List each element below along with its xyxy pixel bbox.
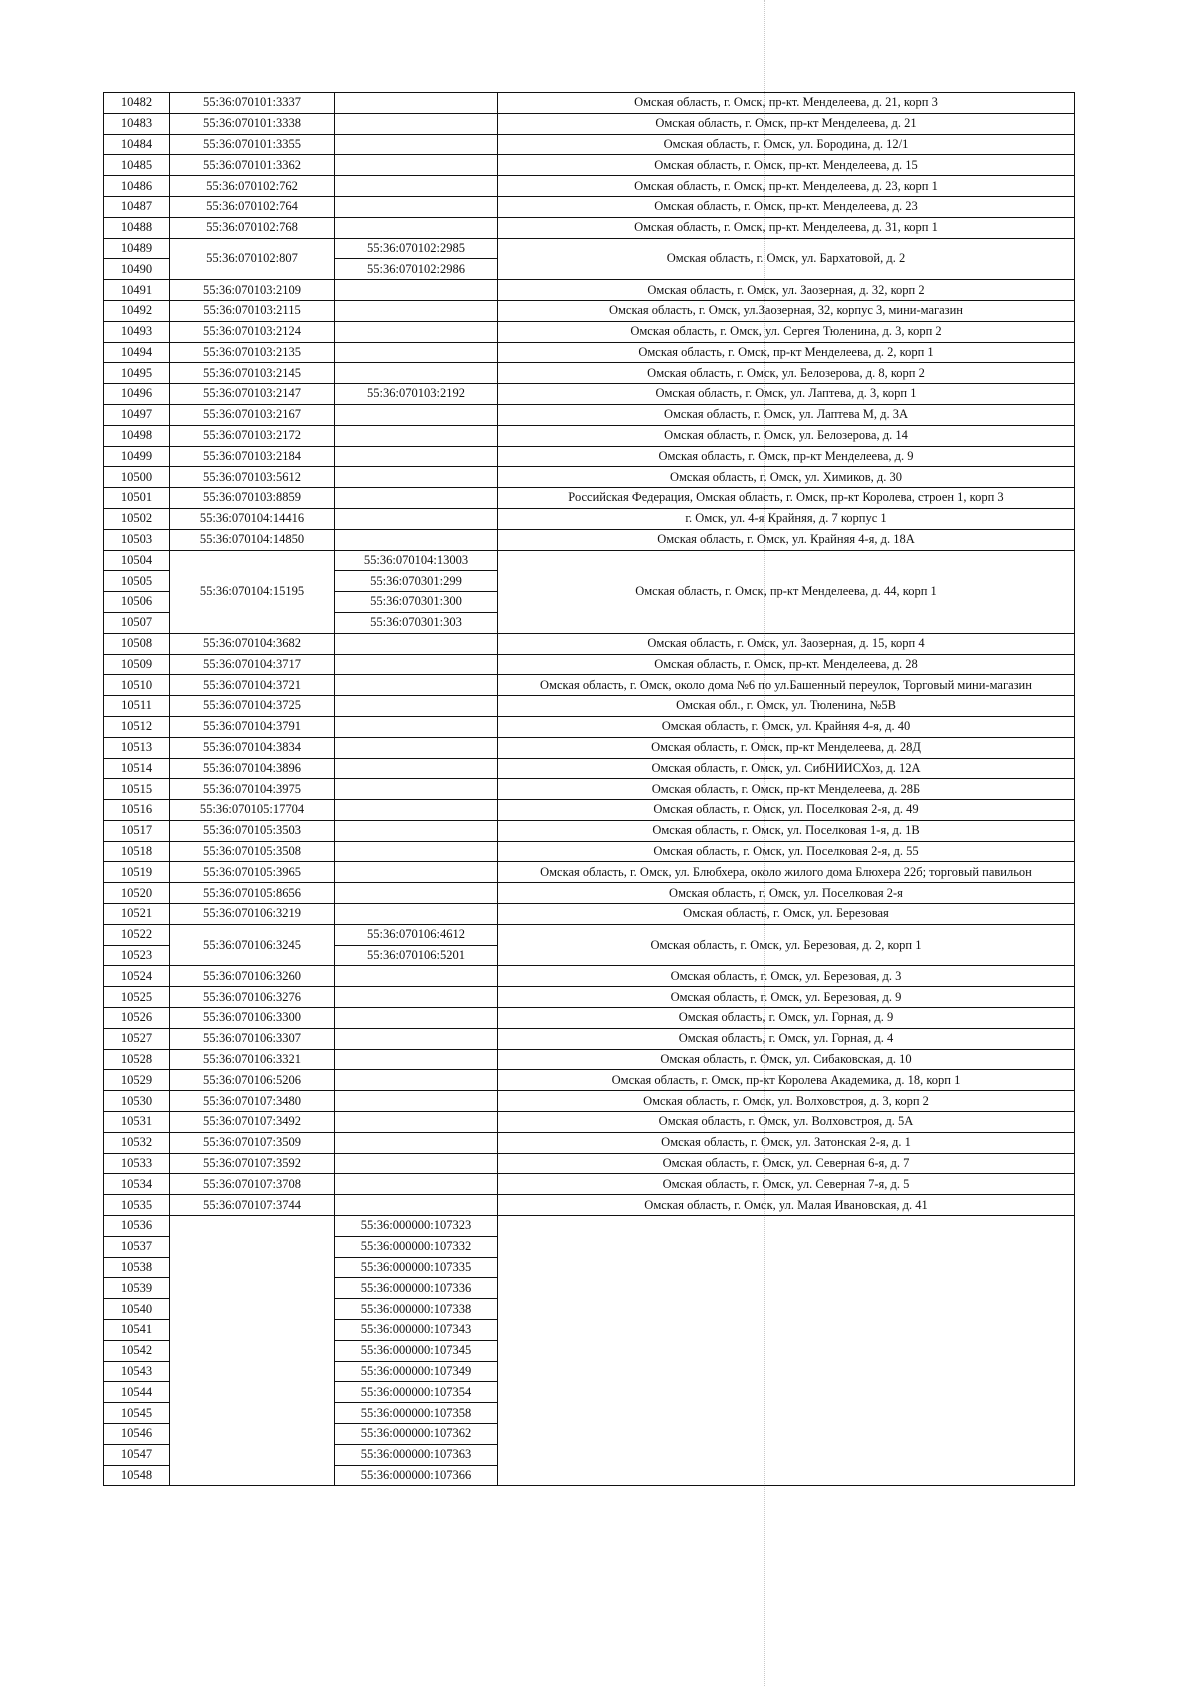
address-cell: Омская область, г. Омск, ул. Березовая, д. 3 [498, 966, 1075, 987]
cadastral-number-cell: 55:36:070106:3321 [170, 1049, 335, 1070]
cadastral-number-cell: 55:36:070107:3480 [170, 1091, 335, 1112]
row-number-cell: 10496 [104, 384, 170, 405]
linked-cadastral-number-cell [335, 113, 498, 134]
address-cell: Омская область, г. Омск, ул. Северная 7-я, д. 5 [498, 1174, 1075, 1195]
cadastral-number-cell: 55:36:070102:762 [170, 176, 335, 197]
address-cell: Омская область, г. Омск, ул. Малая Ивановская, д. 41 [498, 1195, 1075, 1216]
cadastral-number-cell: 55:36:070101:3337 [170, 93, 335, 114]
table-row [104, 550, 1075, 571]
row-number-cell: 10506 [104, 592, 170, 613]
row-number-cell: 10514 [104, 758, 170, 779]
table-row [104, 1174, 1075, 1195]
row-number-cell: 10505 [104, 571, 170, 592]
cadastral-number-cell: 55:36:070104:14416 [170, 508, 335, 529]
cadastral-number-cell: 55:36:070106:3300 [170, 1008, 335, 1029]
address-cell: Омская область, г. Омск, ул.Заозерная, 32, корпус 3, мини-магазин [498, 300, 1075, 321]
address-cell: Омская область, г. Омск, ул. Волховстроя, д. 3, корп 2 [498, 1091, 1075, 1112]
cadastral-register-table [103, 92, 1075, 1486]
row-number-cell: 10528 [104, 1049, 170, 1070]
cadastral-number-cell: 55:36:070103:2135 [170, 342, 335, 363]
table-row [104, 363, 1075, 384]
table-row [104, 716, 1075, 737]
table-row [104, 800, 1075, 821]
row-number-cell: 10500 [104, 467, 170, 488]
linked-cadastral-number-cell [335, 321, 498, 342]
row-number-cell: 10539 [104, 1278, 170, 1299]
row-number-cell: 10540 [104, 1299, 170, 1320]
linked-cadastral-number-cell: 55:36:070106:5201 [335, 945, 498, 966]
address-cell: Омская область, г. Омск, ул. СибНИИСХоз, д. 12А [498, 758, 1075, 779]
linked-cadastral-number-cell [335, 363, 498, 384]
table-row [104, 1070, 1075, 1091]
address-cell: Омская область, г. Омск, ул. Горная, д. 4 [498, 1028, 1075, 1049]
row-number-cell: 10545 [104, 1403, 170, 1424]
address-cell: Омская область, г. Омск, пр-кт Королева Академика, д. 18, корп 1 [498, 1070, 1075, 1091]
row-number-cell: 10525 [104, 987, 170, 1008]
table-row [104, 1216, 1075, 1237]
linked-cadastral-number-cell: 55:36:000000:107323 [335, 1216, 498, 1237]
cadastral-number-cell: 55:36:070103:5612 [170, 467, 335, 488]
address-cell: Омская область, г. Омск, ул. Белозерова, д. 8, корп 2 [498, 363, 1075, 384]
table-row [104, 987, 1075, 1008]
row-number-cell: 10513 [104, 737, 170, 758]
cadastral-number-cell: 55:36:070104:3834 [170, 737, 335, 758]
register-table-body [104, 93, 1075, 1486]
linked-cadastral-number-cell [335, 820, 498, 841]
cadastral-number-cell: 55:36:070106:3307 [170, 1028, 335, 1049]
linked-cadastral-number-cell: 55:36:000000:107349 [335, 1361, 498, 1382]
table-row [104, 446, 1075, 467]
table-row [104, 196, 1075, 217]
row-number-cell: 10534 [104, 1174, 170, 1195]
table-row [104, 1112, 1075, 1133]
row-number-cell: 10503 [104, 529, 170, 550]
table-row [104, 176, 1075, 197]
address-cell: Омская область, г. Омск, ул. Волховстроя, д. 5А [498, 1112, 1075, 1133]
row-number-cell: 10504 [104, 550, 170, 571]
cadastral-number-cell: 55:36:070105:17704 [170, 800, 335, 821]
row-number-cell: 10542 [104, 1340, 170, 1361]
cadastral-number-cell: 55:36:070101:3355 [170, 134, 335, 155]
address-cell: Омская область, г. Омск, ул. Сергея Тюленина, д. 3, корп 2 [498, 321, 1075, 342]
address-cell: Омская область, г. Омск, пр-кт Менделеева, д. 28Б [498, 779, 1075, 800]
linked-cadastral-number-cell [335, 966, 498, 987]
address-cell: Омская область, г. Омск, ул. Крайняя 4-я, д. 40 [498, 716, 1075, 737]
address-cell: Омская область, г. Омск, ул. Поселковая 2-я, д. 49 [498, 800, 1075, 821]
cadastral-number-cell: 55:36:070107:3509 [170, 1132, 335, 1153]
cadastral-number-cell: 55:36:070103:2147 [170, 384, 335, 405]
row-number-cell: 10531 [104, 1112, 170, 1133]
linked-cadastral-number-cell: 55:36:000000:107345 [335, 1340, 498, 1361]
row-number-cell: 10543 [104, 1361, 170, 1382]
table-row [104, 280, 1075, 301]
cadastral-number-cell: 55:36:070105:8656 [170, 883, 335, 904]
address-cell: Омская область, г. Омск, пр-кт. Менделеева, д. 21, корп 3 [498, 93, 1075, 114]
table-row [104, 384, 1075, 405]
address-cell: г. Омск, ул. 4-я Крайняя, д. 7 корпус 1 [498, 508, 1075, 529]
cadastral-number-cell: 55:36:070107:3708 [170, 1174, 335, 1195]
linked-cadastral-number-cell [335, 342, 498, 363]
address-cell: Омская область, г. Омск, ул. Березовая, д. 9 [498, 987, 1075, 1008]
row-number-cell: 10488 [104, 217, 170, 238]
linked-cadastral-number-cell: 55:36:000000:107336 [335, 1278, 498, 1299]
cadastral-number-cell: 55:36:070107:3592 [170, 1153, 335, 1174]
table-row [104, 508, 1075, 529]
cadastral-number-cell: 55:36:070102:768 [170, 217, 335, 238]
address-cell: Омская область, г. Омск, пр-кт. Менделеева, д. 23, корп 1 [498, 176, 1075, 197]
linked-cadastral-number-cell: 55:36:000000:107358 [335, 1403, 498, 1424]
address-cell: Омская область, г. Омск, пр-кт. Менделеева, д. 28 [498, 654, 1075, 675]
linked-cadastral-number-cell [335, 800, 498, 821]
cadastral-number-cell: 55:36:070103:8859 [170, 488, 335, 509]
cadastral-number-cell: 55:36:070106:3276 [170, 987, 335, 1008]
address-cell: Омская область, г. Омск, пр-кт. Менделеева, д. 31, корп 1 [498, 217, 1075, 238]
linked-cadastral-number-cell [335, 1008, 498, 1029]
row-number-cell: 10486 [104, 176, 170, 197]
cadastral-number-cell: 55:36:070104:3725 [170, 696, 335, 717]
cadastral-number-cell: 55:36:070106:3219 [170, 904, 335, 925]
address-cell: Омская область, г. Омск, ул. Химиков, д. 30 [498, 467, 1075, 488]
table-row [104, 467, 1075, 488]
table-row [104, 675, 1075, 696]
table-row [104, 238, 1075, 259]
address-cell: Омская область, г. Омск, ул. Лаптева, д. 3, корп 1 [498, 384, 1075, 405]
linked-cadastral-number-cell: 55:36:000000:107363 [335, 1444, 498, 1465]
address-cell: Омская область, г. Омск, пр-кт Менделеева, д. 28Д [498, 737, 1075, 758]
row-number-cell: 10515 [104, 779, 170, 800]
row-number-cell: 10487 [104, 196, 170, 217]
table-row [104, 488, 1075, 509]
cadastral-number-cell: 55:36:070104:3721 [170, 675, 335, 696]
address-cell: Омская область, г. Омск, ул. Заозерная, д. 32, корп 2 [498, 280, 1075, 301]
row-number-cell: 10490 [104, 259, 170, 280]
row-number-cell: 10489 [104, 238, 170, 259]
table-row [104, 1008, 1075, 1029]
linked-cadastral-number-cell [335, 1049, 498, 1070]
table-row [104, 966, 1075, 987]
cadastral-number-cell: 55:36:070103:2167 [170, 404, 335, 425]
linked-cadastral-number-cell: 55:36:000000:107343 [335, 1320, 498, 1341]
address-cell: Омская обл., г. Омск, ул. Тюленина, №5В [498, 696, 1075, 717]
linked-cadastral-number-cell [335, 196, 498, 217]
address-cell: Омская область, г. Омск, ул. Блюбхера, около жилого дома Блюхера 22б; торговый павильон [498, 862, 1075, 883]
row-number-cell: 10508 [104, 633, 170, 654]
table-row [104, 134, 1075, 155]
row-number-cell: 10527 [104, 1028, 170, 1049]
table-row [104, 904, 1075, 925]
address-cell: Омская область, г. Омск, пр-кт Менделеева, д. 44, корп 1 [498, 550, 1075, 633]
linked-cadastral-number-cell [335, 737, 498, 758]
address-cell: Омская область, г. Омск, около дома №6 по ул.Башенный переулок, Торговый мини-магазин [498, 675, 1075, 696]
linked-cadastral-number-cell [335, 1112, 498, 1133]
row-number-cell: 10509 [104, 654, 170, 675]
row-number-cell: 10522 [104, 924, 170, 945]
linked-cadastral-number-cell [335, 155, 498, 176]
linked-cadastral-number-cell [335, 716, 498, 737]
linked-cadastral-number-cell [335, 446, 498, 467]
address-cell: Омская область, г. Омск, ул. Сибаковская, д. 10 [498, 1049, 1075, 1070]
cadastral-number-cell [170, 1216, 335, 1486]
row-number-cell: 10547 [104, 1444, 170, 1465]
cadastral-number-cell: 55:36:070103:2115 [170, 300, 335, 321]
linked-cadastral-number-cell [335, 675, 498, 696]
row-number-cell: 10501 [104, 488, 170, 509]
cadastral-number-cell: 55:36:070103:2172 [170, 425, 335, 446]
linked-cadastral-number-cell [335, 841, 498, 862]
address-cell: Омская область, г. Омск, ул. Поселковая 2-я [498, 883, 1075, 904]
row-number-cell: 10497 [104, 404, 170, 425]
table-row [104, 696, 1075, 717]
cadastral-number-cell: 55:36:070103:2184 [170, 446, 335, 467]
linked-cadastral-number-cell: 55:36:070102:2986 [335, 259, 498, 280]
address-cell: Омская область, г. Омск, ул. Горная, д. 9 [498, 1008, 1075, 1029]
linked-cadastral-number-cell: 55:36:070301:299 [335, 571, 498, 592]
table-row [104, 654, 1075, 675]
row-number-cell: 10482 [104, 93, 170, 114]
table-row [104, 93, 1075, 114]
linked-cadastral-number-cell: 55:36:000000:107354 [335, 1382, 498, 1403]
linked-cadastral-number-cell: 55:36:000000:107332 [335, 1236, 498, 1257]
address-cell: Российская Федерация, Омская область, г. Омск, пр-кт Королева, строен 1, корп 3 [498, 488, 1075, 509]
row-number-cell: 10546 [104, 1424, 170, 1445]
row-number-cell: 10520 [104, 883, 170, 904]
row-number-cell: 10510 [104, 675, 170, 696]
linked-cadastral-number-cell [335, 904, 498, 925]
linked-cadastral-number-cell: 55:36:000000:107366 [335, 1465, 498, 1486]
address-cell: Омская область, г. Омск, пр-кт Менделеева, д. 2, корп 1 [498, 342, 1075, 363]
table-row [104, 820, 1075, 841]
linked-cadastral-number-cell: 55:36:070103:2192 [335, 384, 498, 405]
cadastral-number-cell: 55:36:070106:3260 [170, 966, 335, 987]
table-row [104, 758, 1075, 779]
row-number-cell: 10537 [104, 1236, 170, 1257]
row-number-cell: 10516 [104, 800, 170, 821]
row-number-cell: 10536 [104, 1216, 170, 1237]
row-number-cell: 10507 [104, 612, 170, 633]
cadastral-number-cell: 55:36:070103:2109 [170, 280, 335, 301]
table-row [104, 862, 1075, 883]
address-cell: Омская область, г. Омск, ул. Березовая, д. 2, корп 1 [498, 924, 1075, 966]
cadastral-number-cell: 55:36:070104:3975 [170, 779, 335, 800]
cadastral-number-cell: 55:36:070104:3896 [170, 758, 335, 779]
linked-cadastral-number-cell [335, 425, 498, 446]
linked-cadastral-number-cell [335, 1070, 498, 1091]
table-row [104, 217, 1075, 238]
linked-cadastral-number-cell [335, 862, 498, 883]
row-number-cell: 10530 [104, 1091, 170, 1112]
row-number-cell: 10492 [104, 300, 170, 321]
table-row [104, 425, 1075, 446]
table-row [104, 1049, 1075, 1070]
row-number-cell: 10541 [104, 1320, 170, 1341]
row-number-cell: 10517 [104, 820, 170, 841]
address-cell: Омская область, г. Омск, ул. Белозерова, д. 14 [498, 425, 1075, 446]
table-row [104, 113, 1075, 134]
cadastral-number-cell: 55:36:070106:3245 [170, 924, 335, 966]
linked-cadastral-number-cell [335, 1091, 498, 1112]
row-number-cell: 10529 [104, 1070, 170, 1091]
table-row [104, 1153, 1075, 1174]
linked-cadastral-number-cell [335, 488, 498, 509]
table-row [104, 841, 1075, 862]
row-number-cell: 10511 [104, 696, 170, 717]
linked-cadastral-number-cell [335, 134, 498, 155]
linked-cadastral-number-cell: 55:36:070102:2985 [335, 238, 498, 259]
row-number-cell: 10523 [104, 945, 170, 966]
row-number-cell: 10538 [104, 1257, 170, 1278]
address-cell: Омская область, г. Омск, ул. Березовая [498, 904, 1075, 925]
cadastral-number-cell: 55:36:070103:2124 [170, 321, 335, 342]
linked-cadastral-number-cell [335, 883, 498, 904]
row-number-cell: 10484 [104, 134, 170, 155]
address-cell: Омская область, г. Омск, ул. Бархатовой, д. 2 [498, 238, 1075, 280]
linked-cadastral-number-cell: 55:36:070104:13003 [335, 550, 498, 571]
row-number-cell: 10535 [104, 1195, 170, 1216]
table-row [104, 300, 1075, 321]
row-number-cell: 10483 [104, 113, 170, 134]
row-number-cell: 10493 [104, 321, 170, 342]
cadastral-number-cell: 55:36:070104:14850 [170, 529, 335, 550]
cadastral-number-cell: 55:36:070105:3965 [170, 862, 335, 883]
table-row [104, 737, 1075, 758]
address-cell: Омская область, г. Омск, ул. Лаптева М, д. 3А [498, 404, 1075, 425]
address-cell: Омская область, г. Омск, ул. Бородина, д. 12/1 [498, 134, 1075, 155]
linked-cadastral-number-cell [335, 467, 498, 488]
linked-cadastral-number-cell [335, 404, 498, 425]
row-number-cell: 10485 [104, 155, 170, 176]
linked-cadastral-number-cell [335, 1174, 498, 1195]
row-number-cell: 10491 [104, 280, 170, 301]
address-cell: Омская область, г. Омск, пр-кт. Менделеева, д. 15 [498, 155, 1075, 176]
table-row [104, 404, 1075, 425]
cadastral-number-cell: 55:36:070104:3717 [170, 654, 335, 675]
row-number-cell: 10526 [104, 1008, 170, 1029]
cadastral-number-cell: 55:36:070104:3791 [170, 716, 335, 737]
row-number-cell: 10532 [104, 1132, 170, 1153]
address-cell: Омская область, г. Омск, ул. Поселковая 2-я, д. 55 [498, 841, 1075, 862]
row-number-cell: 10521 [104, 904, 170, 925]
linked-cadastral-number-cell [335, 1195, 498, 1216]
cadastral-number-cell: 55:36:070102:807 [170, 238, 335, 280]
address-cell: Омская область, г. Омск, пр-кт. Менделеева, д. 23 [498, 196, 1075, 217]
linked-cadastral-number-cell: 55:36:070106:4612 [335, 924, 498, 945]
linked-cadastral-number-cell: 55:36:000000:107362 [335, 1424, 498, 1445]
linked-cadastral-number-cell [335, 654, 498, 675]
row-number-cell: 10533 [104, 1153, 170, 1174]
linked-cadastral-number-cell [335, 280, 498, 301]
cadastral-number-cell: 55:36:070107:3744 [170, 1195, 335, 1216]
row-number-cell: 10544 [104, 1382, 170, 1403]
linked-cadastral-number-cell: 55:36:000000:107338 [335, 1299, 498, 1320]
table-row [104, 342, 1075, 363]
row-number-cell: 10548 [104, 1465, 170, 1486]
cadastral-number-cell: 55:36:070103:2145 [170, 363, 335, 384]
cadastral-number-cell: 55:36:070105:3508 [170, 841, 335, 862]
linked-cadastral-number-cell: 55:36:000000:107335 [335, 1257, 498, 1278]
linked-cadastral-number-cell: 55:36:070301:303 [335, 612, 498, 633]
address-cell [498, 1216, 1075, 1486]
linked-cadastral-number-cell [335, 176, 498, 197]
row-number-cell: 10495 [104, 363, 170, 384]
table-row [104, 633, 1075, 654]
row-number-cell: 10524 [104, 966, 170, 987]
table-row [104, 155, 1075, 176]
row-number-cell: 10519 [104, 862, 170, 883]
table-row [104, 1028, 1075, 1049]
table-row [104, 1132, 1075, 1153]
address-cell: Омская область, г. Омск, ул. Поселковая 1-я, д. 1В [498, 820, 1075, 841]
linked-cadastral-number-cell [335, 633, 498, 654]
linked-cadastral-number-cell [335, 300, 498, 321]
row-number-cell: 10518 [104, 841, 170, 862]
linked-cadastral-number-cell [335, 779, 498, 800]
address-cell: Омская область, г. Омск, пр-кт Менделеева, д. 9 [498, 446, 1075, 467]
row-number-cell: 10502 [104, 508, 170, 529]
address-cell: Омская область, г. Омск, пр-кт Менделеева, д. 21 [498, 113, 1075, 134]
table-row [104, 779, 1075, 800]
cadastral-number-cell: 55:36:070102:764 [170, 196, 335, 217]
linked-cadastral-number-cell [335, 1028, 498, 1049]
table-row [104, 1195, 1075, 1216]
row-number-cell: 10499 [104, 446, 170, 467]
cadastral-number-cell: 55:36:070104:15195 [170, 550, 335, 633]
row-number-cell: 10512 [104, 716, 170, 737]
address-cell: Омская область, г. Омск, ул. Заозерная, д. 15, корп 4 [498, 633, 1075, 654]
linked-cadastral-number-cell [335, 758, 498, 779]
cadastral-number-cell: 55:36:070101:3362 [170, 155, 335, 176]
linked-cadastral-number-cell [335, 529, 498, 550]
linked-cadastral-number-cell: 55:36:070301:300 [335, 592, 498, 613]
cadastral-number-cell: 55:36:070106:5206 [170, 1070, 335, 1091]
address-cell: Омская область, г. Омск, ул. Затонская 2-я, д. 1 [498, 1132, 1075, 1153]
table-row [104, 883, 1075, 904]
address-cell: Омская область, г. Омск, ул. Северная 6-я, д. 7 [498, 1153, 1075, 1174]
cadastral-number-cell: 55:36:070104:3682 [170, 633, 335, 654]
linked-cadastral-number-cell [335, 508, 498, 529]
cadastral-number-cell: 55:36:070107:3492 [170, 1112, 335, 1133]
linked-cadastral-number-cell [335, 93, 498, 114]
table-row [104, 1091, 1075, 1112]
address-cell: Омская область, г. Омск, ул. Крайняя 4-я, д. 18А [498, 529, 1075, 550]
linked-cadastral-number-cell [335, 696, 498, 717]
linked-cadastral-number-cell [335, 217, 498, 238]
linked-cadastral-number-cell [335, 1132, 498, 1153]
cadastral-number-cell: 55:36:070101:3338 [170, 113, 335, 134]
row-number-cell: 10498 [104, 425, 170, 446]
linked-cadastral-number-cell [335, 987, 498, 1008]
table-row [104, 924, 1075, 945]
linked-cadastral-number-cell [335, 1153, 498, 1174]
cadastral-number-cell: 55:36:070105:3503 [170, 820, 335, 841]
table-row [104, 321, 1075, 342]
row-number-cell: 10494 [104, 342, 170, 363]
table-row [104, 529, 1075, 550]
